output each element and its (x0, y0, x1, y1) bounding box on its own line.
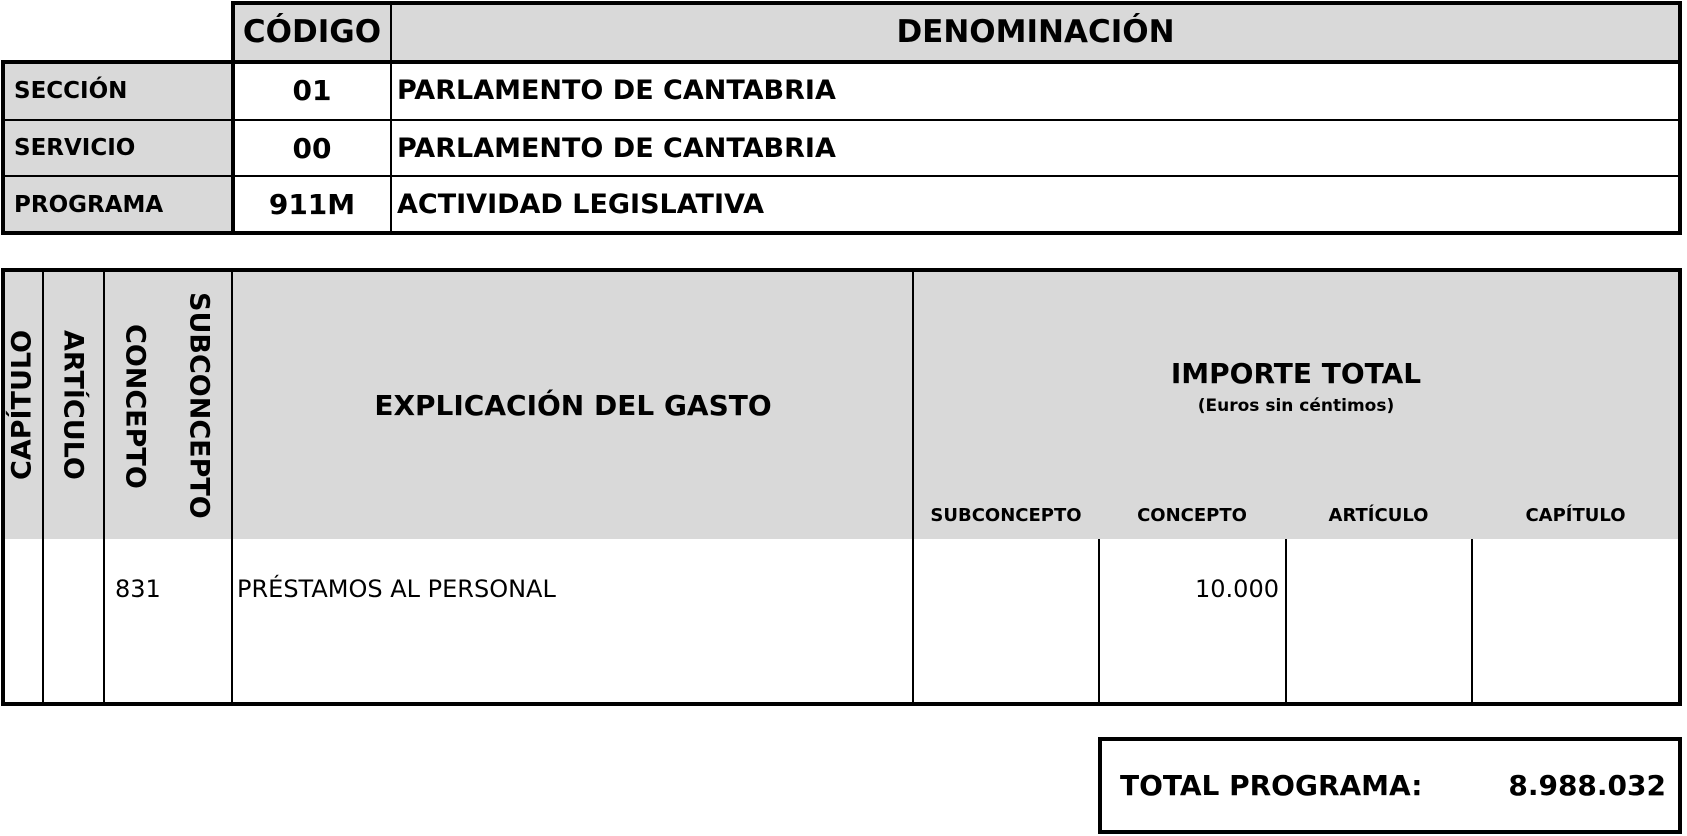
header-border (1678, 1, 1682, 235)
servicio-name: PARLAMENTO DE CANTABRIA (397, 132, 836, 164)
header-border (390, 1, 392, 235)
explicacion-col-header: EXPLICACIÓN DEL GASTO (374, 388, 772, 422)
detail-border (1285, 539, 1287, 703)
seccion-label: SECCIÓN (14, 77, 128, 104)
row-explicacion: PRÉSTAMOS AL PERSONAL (237, 575, 556, 603)
detail-border (1098, 539, 1100, 703)
header-border (1, 175, 1682, 177)
importe-concepto-header: CONCEPTO (1137, 505, 1247, 526)
programa-label: PROGRAMA (14, 191, 164, 218)
total-value: 8.988.032 (1508, 769, 1666, 802)
detail-border (912, 272, 914, 703)
detail-border (1678, 268, 1682, 706)
total-box (1098, 737, 1682, 834)
header-border (231, 1, 1682, 5)
detail-border (1, 702, 1682, 706)
importe-title: IMPORTE TOTAL (1170, 357, 1422, 390)
detail-border (42, 272, 44, 703)
detail-border (103, 272, 105, 703)
detail-border (1, 268, 1682, 272)
detail-border (1471, 539, 1473, 703)
codigo-header: CÓDIGO (242, 13, 382, 50)
header-border (1, 60, 1682, 64)
importe-subconcepto-header: SUBCONCEPTO (930, 505, 1082, 526)
detail-border (1, 268, 5, 706)
capitulo-col-header: CAPÍTULO (6, 329, 38, 481)
row-concepto: 831 (115, 575, 161, 603)
articulo-col-header: ARTÍCULO (57, 329, 89, 480)
seccion-code: 01 (292, 74, 332, 107)
header-border (1, 60, 5, 235)
header-border (1, 231, 1682, 235)
header-border (231, 1, 235, 235)
total-label: TOTAL PROGRAMA: (1120, 769, 1423, 802)
servicio-label: SERVICIO (14, 135, 136, 161)
importe-subtitle: (Euros sin céntimos) (1197, 396, 1395, 416)
programa-name: ACTIVIDAD LEGISLATIVA (397, 189, 764, 220)
denominacion-header: DENOMINACIÓN (896, 13, 1175, 50)
detail-border (231, 272, 233, 703)
concepto-col-header: CONCEPTO (119, 323, 151, 489)
seccion-name: PARLAMENTO DE CANTABRIA (397, 75, 836, 106)
programa-code: 911M (268, 188, 356, 221)
subconcepto-col-header: SUBCONCEPTO (183, 291, 215, 519)
importe-articulo-header: ARTÍCULO (1328, 505, 1429, 526)
header-border (1, 119, 1682, 121)
row-importe-concepto: 10.000 (1195, 575, 1279, 603)
importe-capitulo-header: CAPÍTULO (1525, 505, 1626, 526)
servicio-code: 00 (292, 131, 332, 165)
